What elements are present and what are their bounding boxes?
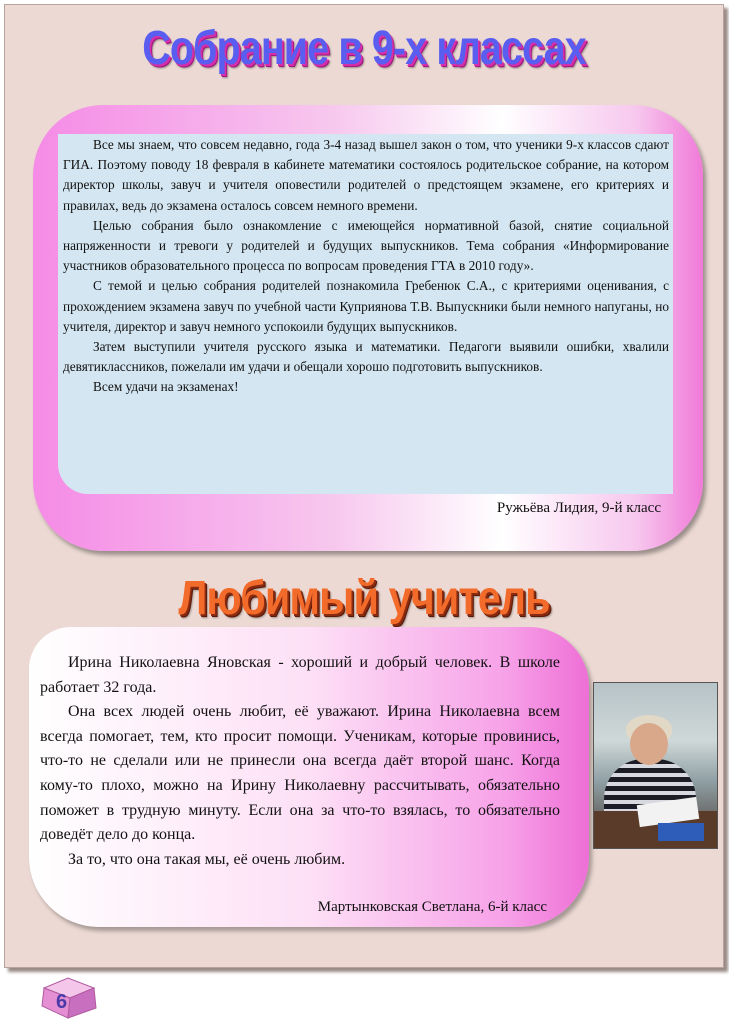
article1-signature: Ружьёва Лидия, 9-й класс (496, 500, 661, 516)
page-number: 6 (56, 991, 68, 1013)
article2-text (40, 651, 560, 872)
article1-title: Собрание в 9-х классах (142, 22, 586, 75)
photo-figure-head (630, 723, 668, 765)
article1-box (33, 105, 703, 551)
article2-signature: Мартынковская Светлана, 6-й класс (317, 899, 547, 915)
article1-paragraph: Всем удачи на экзаменах! (93, 379, 239, 395)
photo-book (658, 823, 704, 841)
article2-title: Любимый учитель (178, 572, 550, 625)
newspaper-page (4, 4, 724, 968)
article1-paragraph: С темой и целью собрания родителей познакомила Гребенюк С.А., с критериями оценивания, с прохождением экзамена завуч по учебной части Куприянова Т.В. Выпускники были немного напуганы, но учителя, директор и завуч немного успокоили будущих выпускников. (63, 278, 669, 334)
article2-paragraph: Ирина Николаевна Яновская - хороший и добрый человек. В школе работает 32 года. (40, 654, 560, 696)
article2-paragraph: Она всех людей очень любит, её уважают. Ирина Николаевна всем всегда помогает, тем, кто просит помощи. Ученикам, которые провинись, что-то не сделали или не принесли она всегда даёт второй шанс. Когда кому-то плохо, можно на Ирину Николаевну рассчитывать, обязательно поможет в трудную минуту. Если она за что-то взялась, то обязательно доведёт дело до конца. (40, 703, 560, 844)
article2-paragraph: За то, что она такая мы, её очень любим. (68, 850, 346, 868)
article1-paragraph: Затем выступили учителя русского языка и математики. Педагоги выявили ошибки, хвалили девятиклассников, пожелали им удачи и обещали хорошо подготовить выпускников. (63, 339, 669, 375)
article1-paragraph: Целью собрания было ознакомление с имеющейся нормативной базой, снятие социальной напряженности и тревоги у родителей и будущих выпускников. Тема собрания «Информирование участников образовательного процесса по вопросам проведения ГТА в 2010 году». (63, 217, 669, 274)
teacher-photo (593, 682, 718, 849)
article1-paragraph: Все мы знаем, что совсем недавно, года 3-4 назад вышел закон о том, что ученики 9-х классов сдают ГИА. Поэтому поводу 18 февраля в кабинете математики состоялось родительское собрание, на котором директор школы, завуч и учителя оповестили родителей о предстоящем экзамене, его критериях и правилах, ведь до экзамена осталось совсем немного времени. (63, 137, 669, 213)
article1-text (63, 135, 669, 398)
article2-box (29, 627, 589, 927)
page-number-cube-icon (38, 974, 100, 1020)
